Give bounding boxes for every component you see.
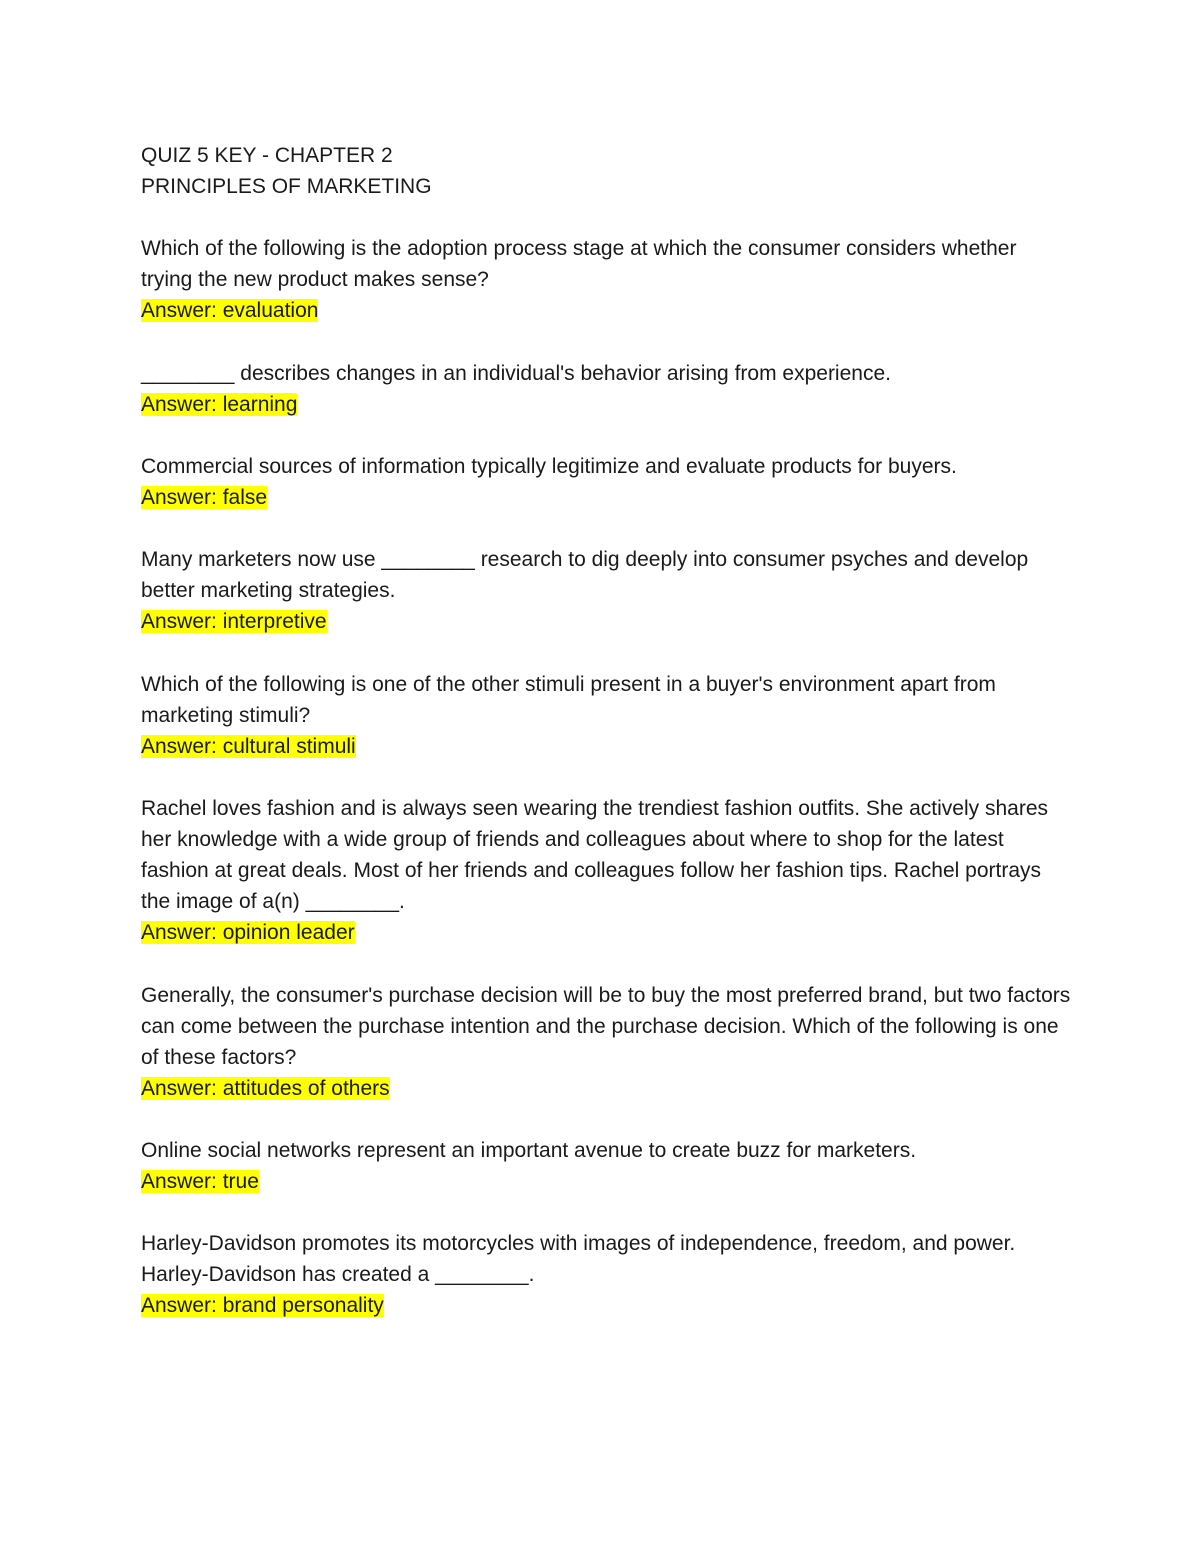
question-block-2	[141, 358, 1071, 420]
question-text: Many marketers now use ________ research to dig deeply into consumer psyches and develop better marketing strategies.	[141, 548, 1029, 603]
document-page	[141, 140, 1071, 1353]
question-text: Which of the following is the adoption process stage at which the consumer considers whether trying the new product makes sense?	[141, 237, 1017, 292]
answer-highlight: Answer: learning	[141, 392, 298, 416]
answer-highlight: Answer: brand personality	[141, 1294, 384, 1318]
question-block-7	[141, 980, 1071, 1104]
question-text: Generally, the consumer's purchase decision will be to buy the most preferred brand, but two factors can come between the purchase intention and the purchase decision. Which of the following is one of these factors?	[141, 983, 1071, 1069]
question-block-4	[141, 544, 1071, 637]
question-text: Harley-Davidson promotes its motorcycles with images of independence, freedom, and power. Harley-Davidson has created a ________.	[141, 1232, 1016, 1287]
answer-highlight: Answer: interpretive	[141, 610, 327, 634]
question-block-5	[141, 669, 1071, 762]
question-text: Online social networks represent an important avenue to create buzz for marketers.	[141, 1139, 917, 1162]
document-subtitle: PRINCIPLES OF MARKETING	[141, 175, 432, 199]
document-title: QUIZ 5 KEY - CHAPTER 2	[141, 144, 393, 167]
answer-highlight: Answer: cultural stimuli	[141, 734, 356, 758]
question-block-3	[141, 451, 1071, 513]
answer-highlight: Answer: true	[141, 1170, 259, 1194]
answer-highlight: Answer: false	[141, 486, 268, 510]
answer-highlight: Answer: evaluation	[141, 299, 319, 323]
question-text: Rachel loves fashion and is always seen wearing the trendiest fashion outfits. She actively shares her knowledge with a wide group of friends and colleagues about where to shop for the latest fashion at great deals. Most of her friends and colleagues follow her fashion tips. Rachel portrays the image of a(n) ________.	[141, 796, 1048, 914]
question-text: Which of the following is one of the other stimuli present in a buyer's environment apart from marketing stimuli?	[141, 672, 996, 727]
question-text: ________ describes changes in an individual's behavior arising from experience.	[141, 361, 891, 385]
question-block-9	[141, 1228, 1071, 1321]
question-text: Commercial sources of information typically legitimize and evaluate products for buyers.	[141, 454, 957, 478]
question-block-1	[141, 233, 1071, 326]
question-block-8	[141, 1135, 1071, 1197]
answer-highlight: Answer: opinion leader	[141, 921, 355, 945]
answer-highlight: Answer: attitudes of others	[141, 1076, 390, 1100]
question-block-6	[141, 793, 1071, 948]
title-spacer	[141, 202, 1071, 233]
